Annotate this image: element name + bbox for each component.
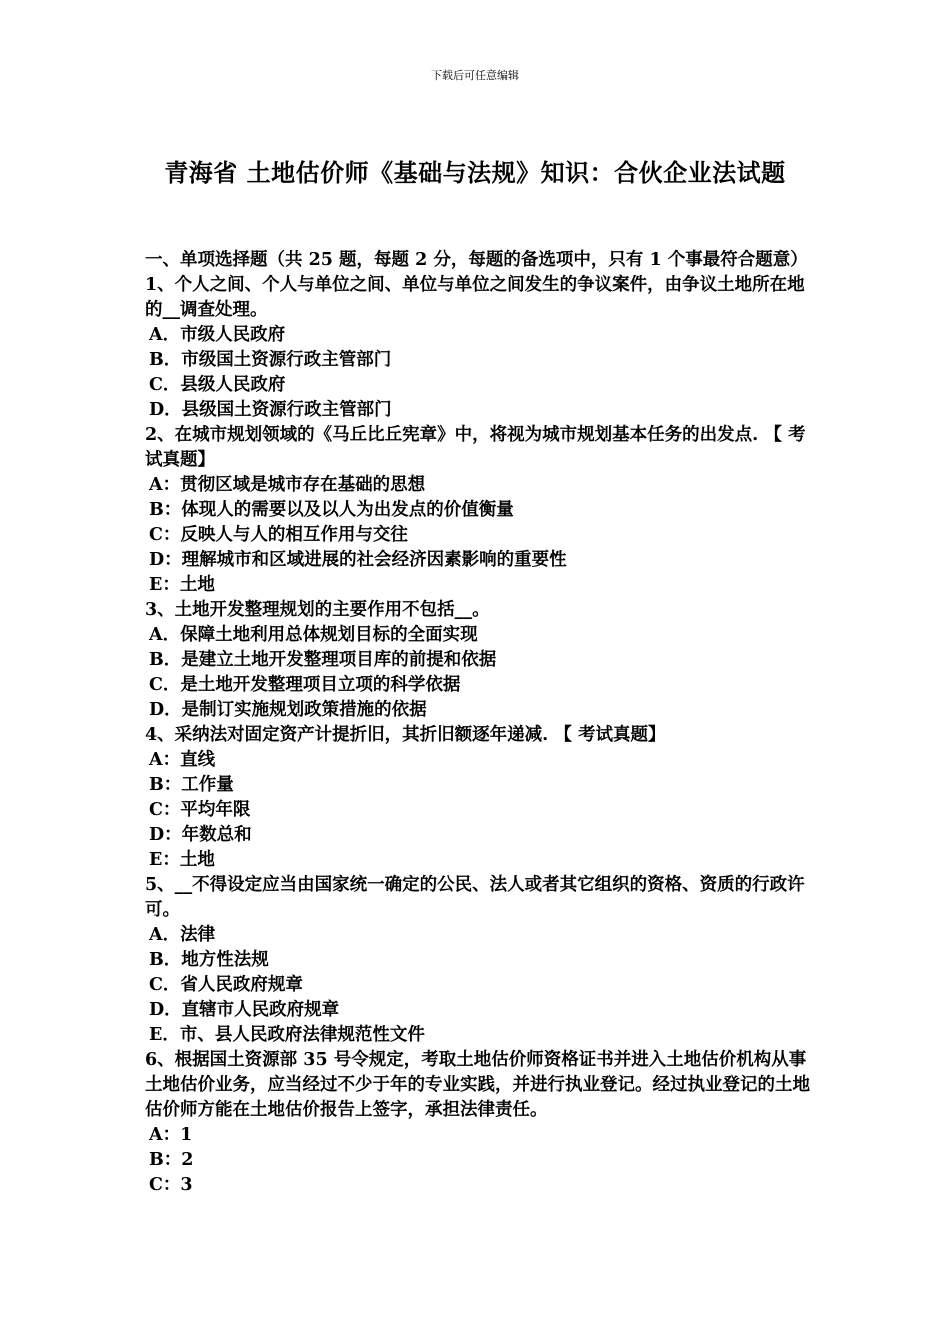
- answer-option: D：理解城市和区域进展的社会经济因素影响的重要性: [149, 550, 567, 570]
- answer-option: D．是制订实施规划政策措施的依据: [149, 700, 427, 720]
- answer-option: D．直辖市人民政府规章: [149, 1000, 340, 1020]
- section-heading: 一、单项选择题（共 25 题，每题 2 分，每题的备选项中，只有 1 个事最符合题意）: [145, 250, 808, 270]
- header-note: 下载后可任意编辑: [431, 69, 519, 82]
- answer-option: C．是土地开发整理项目立项的科学依据: [149, 675, 461, 695]
- answer-option: C：平均年限: [149, 800, 251, 820]
- answer-option: A：贯彻区域是城市存在基础的思想: [149, 475, 426, 495]
- question-list: [145, 273, 815, 1198]
- answer-option: B．市级国土资源行政主管部门: [149, 350, 392, 370]
- document-body: [145, 248, 815, 1198]
- answer-option: E：土地: [149, 575, 215, 595]
- answer-option: C：3: [149, 1175, 193, 1195]
- answer-option: E：土地: [149, 850, 215, 870]
- answer-option: A．市级人民政府: [149, 325, 286, 345]
- question-text: 1、个人之间、个人与单位之间、单位与单位之间发生的争议案件，由争议土地所在地的__调查处理。: [145, 275, 805, 320]
- question-item: [145, 273, 815, 423]
- question-text: 3、土地开发整理规划的主要作用不包括__。: [145, 600, 490, 620]
- question-item: [145, 598, 815, 723]
- answer-option: B．是建立土地开发整理项目库的前提和依据: [149, 650, 497, 670]
- answer-option: A：直线: [149, 750, 216, 770]
- answer-option: C．县级人民政府: [149, 375, 286, 395]
- question-text: 6、根据国土资源部 35 号令规定，考取土地估价师资格证书并进入土地估价机构从事土地估价业务，应当经过不少于年的专业实践，并进行执业登记。经过执业登记的土地估价师方能在土地估价报告上签字，承担法律责任。: [145, 1050, 810, 1120]
- question-text: 2、在城市规划领域的《马丘比丘宪章》中，将视为城市规划基本任务的出发点. 【 考试真题】: [145, 425, 806, 470]
- answer-option: B：2: [149, 1150, 194, 1170]
- answer-option: D：年数总和: [149, 825, 252, 845]
- question-text: 5、__不得设定应当由国家统一确定的公民、法人或者其它组织的资格、资质的行政许可。: [145, 875, 805, 920]
- question-item: [145, 423, 815, 598]
- question-text: 4、采纳法对固定资产计提折旧，其折旧额逐年递减. 【 考试真题】: [145, 725, 666, 745]
- answer-option: E．市、县人民政府法律规范性文件: [149, 1025, 425, 1045]
- question-item: [145, 1048, 815, 1198]
- answer-option: C：反映人与人的相互作用与交往: [149, 525, 408, 545]
- answer-option: A．法律: [149, 925, 216, 945]
- answer-option: C．省人民政府规章: [149, 975, 303, 995]
- answer-option: A．保障土地利用总体规划目标的全面实现: [149, 625, 478, 645]
- answer-option: B：体现人的需要以及以人为出发点的价值衡量: [149, 500, 514, 520]
- answer-option: B．地方性法规: [149, 950, 269, 970]
- answer-option: B：工作量: [149, 775, 234, 795]
- answer-option: D．县级国土资源行政主管部门: [149, 400, 392, 420]
- question-item: [145, 723, 815, 873]
- document-title: 青海省 土地估价师《基础与法规》知识：合伙企业法试题: [164, 158, 786, 187]
- answer-option: A：1: [149, 1125, 193, 1145]
- question-item: [145, 873, 815, 1048]
